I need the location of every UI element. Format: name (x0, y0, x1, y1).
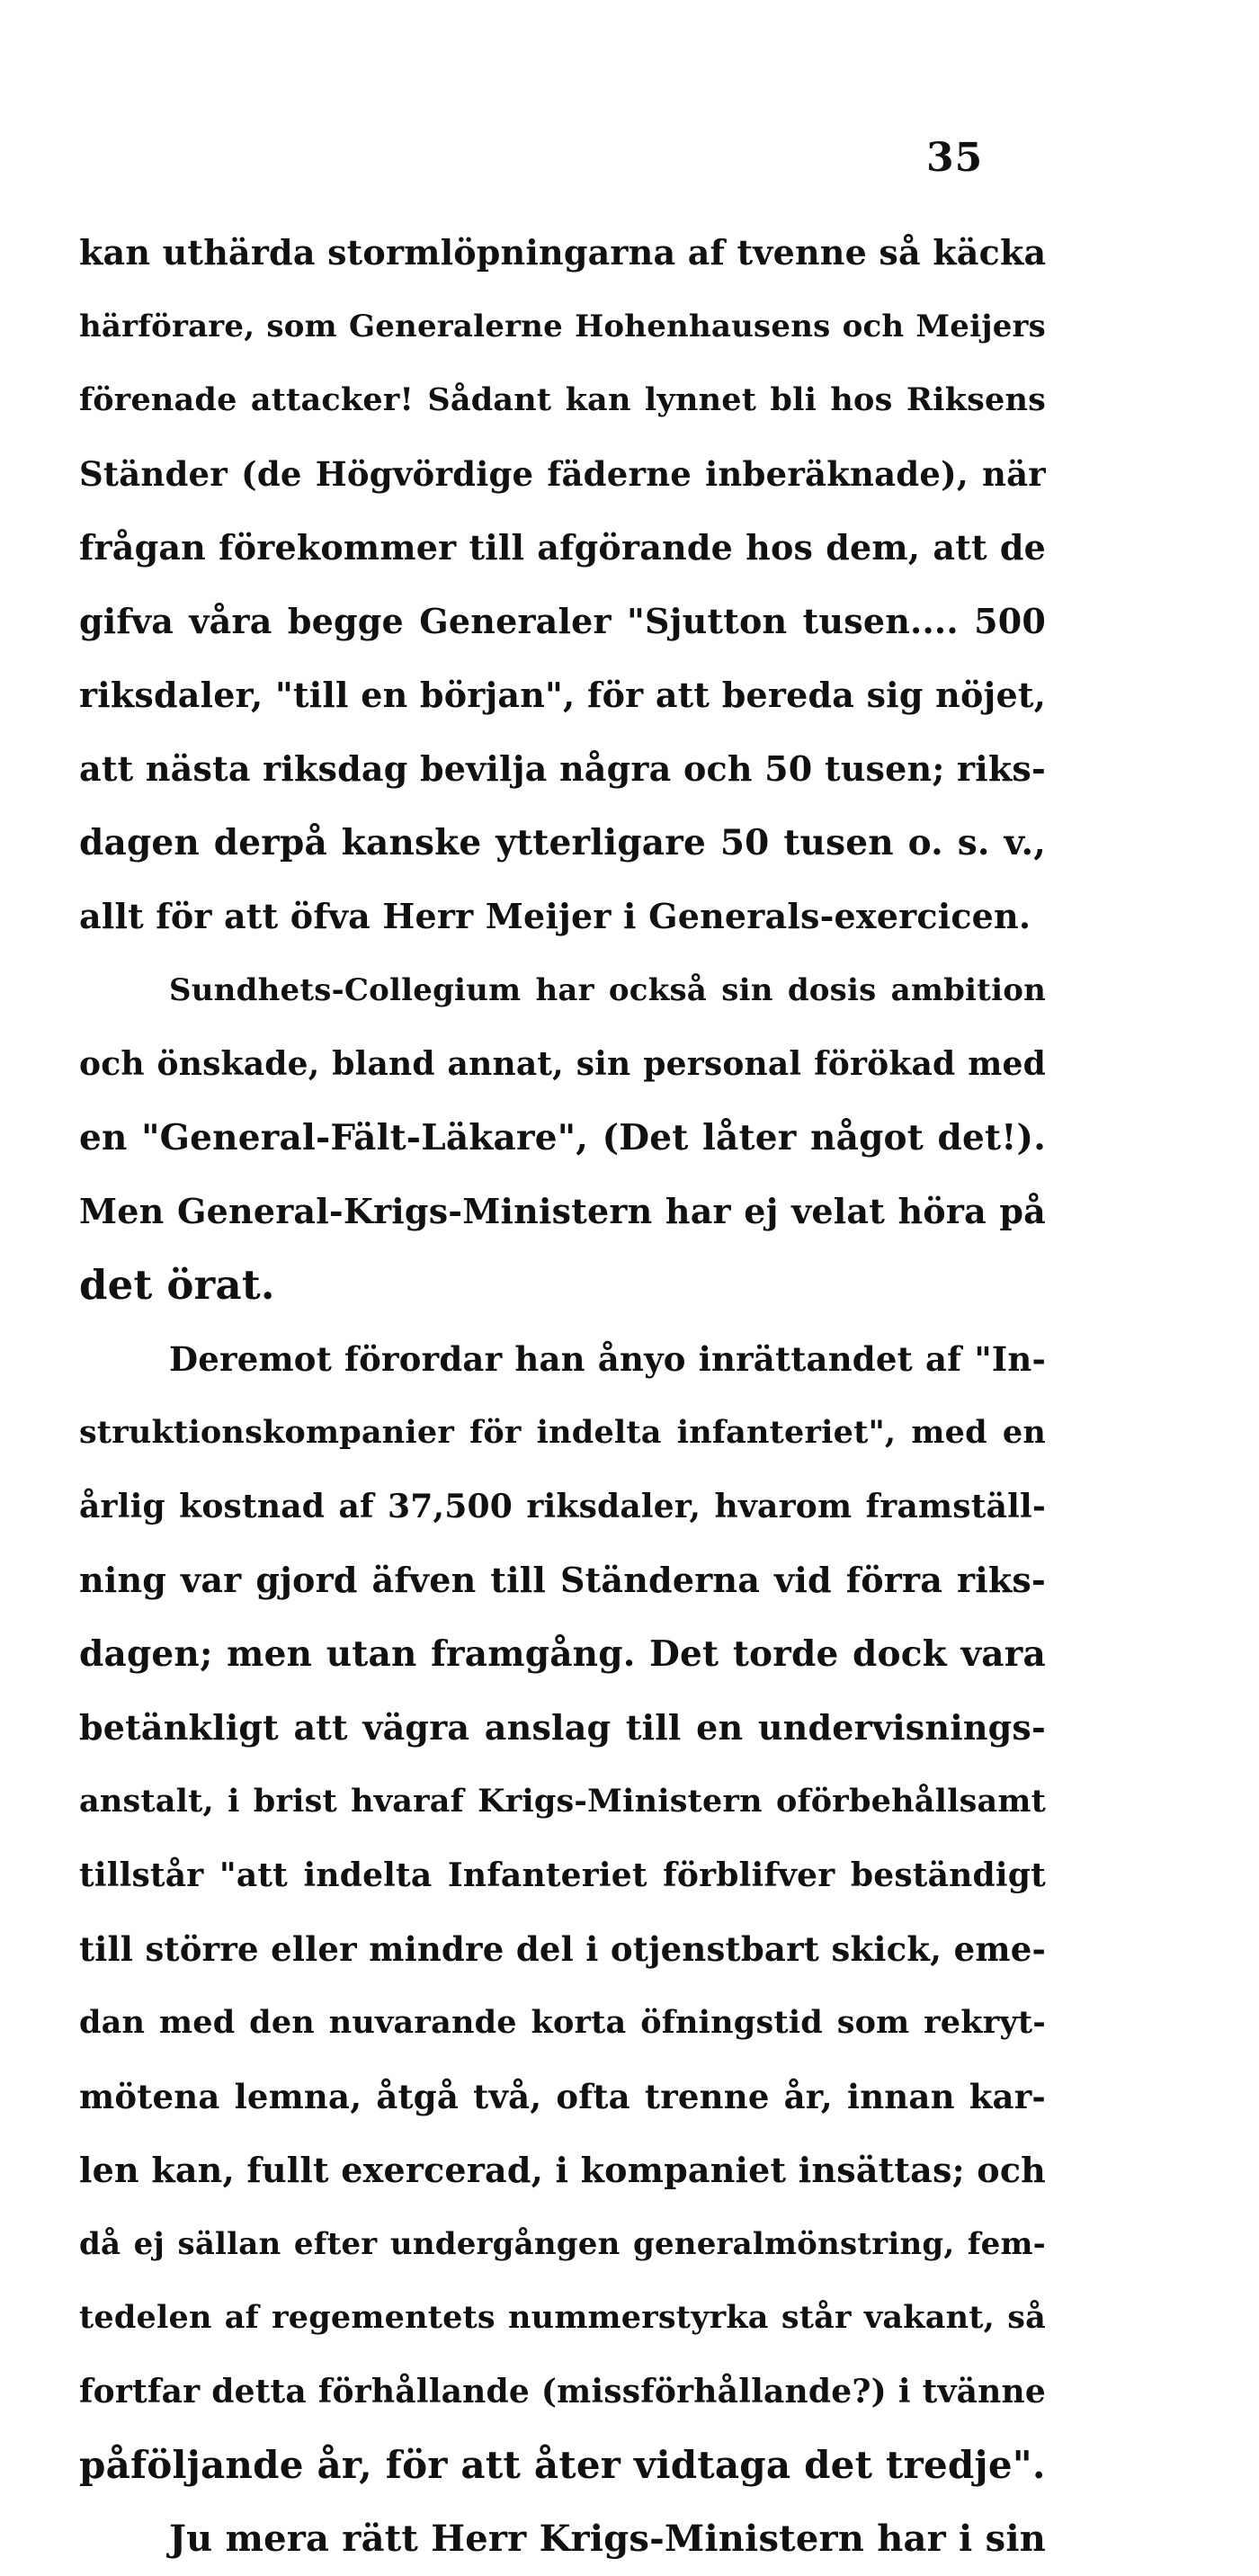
text-line: Ju mera rätt Herr Krigs-Ministern har i sin (169, 2518, 1046, 2560)
text-line: det örat. (79, 1261, 275, 1309)
text-line: påföljande år, för att åter vidtaga det tredje". (79, 2443, 1046, 2487)
text-line: ning var gjord äfven till Ständerna vid förra riks- (79, 1560, 1046, 1600)
text-line: betänkligt att vägra anslag till en undervisnings- (79, 1707, 1046, 1748)
text-line: kan uthärda stormlöpningarna af tvenne så käcka (79, 232, 1046, 273)
text-line: förenade attacker! Sådant kan lynnet bli hos Riksens (79, 381, 1046, 418)
text-line: och önskade, bland annat, sin personal förökad med (79, 1045, 1046, 1083)
text-line: att nästa riksdag bevilja några och 50 tusen; riks- (79, 748, 1046, 789)
text-line: tillstår "att indelta Infanteriet förblifver beständigt (79, 1856, 1046, 1894)
text-line: riksdaler, "till en början", för att bereda sig nöjet, (79, 675, 1046, 715)
text-line: mötena lemna, åtgå två, ofta trenne år, innan kar- (79, 2077, 1046, 2116)
text-line: anstalt, i brist hvaraf Krigs-Ministern oförbehållsamt (79, 1783, 1046, 1820)
text-line: tedelen af regementets nummerstyrka står vakant, så (79, 2299, 1046, 2336)
text-line: Sundhets-Collegium har också sin dosis ambition (169, 972, 1046, 1008)
text-line: dan med den nuvarande korta öfningstid som rekryt- (79, 2004, 1046, 2041)
text-line: gifva våra begge Generaler "Sjutton tusen.... 500 (79, 601, 1046, 641)
text-line: dagen; men utan framgång. Det torde dock vara (79, 1633, 1046, 1675)
text-line: Deremot förordar han ånyo inrättandet af "In- (169, 1339, 1046, 1379)
text-line: en "General-Fält-Läkare", (Det låter något det!). (79, 1117, 1046, 1158)
text-line: struktionskompanier för indelta infanteriet", med en (79, 1414, 1046, 1451)
text-line: len kan, fullt exercerad, i kompaniet insättas; och (79, 2150, 1046, 2190)
text-line: till större eller mindre del i otjenstbart skick, eme- (79, 1929, 1046, 1969)
text-line: årlig kostnad af 37,500 riksdaler, hvarom framställ- (79, 1488, 1046, 1525)
text-line: fortfar detta förhållande (missförhållande?) i tvänne (79, 2373, 1046, 2411)
text-line: allt för att öfva Herr Meijer i Generals-exercicen. (79, 896, 1031, 936)
text-line: härförare, som Generalerne Hohenhausens och Meijers (79, 309, 1046, 344)
body-text (79, 216, 1046, 2576)
text-line: dagen derpå kanske ytterligare 50 tusen o. s. v., (79, 822, 1046, 863)
page-number: 35 (926, 135, 984, 181)
text-line: Men General-Krigs-Ministern har ej velat höra på (79, 1191, 1046, 1231)
text-line: då ej sällan efter undergången generalmönstring, fem- (79, 2226, 1046, 2262)
text-line: Ständer (de Högvördige fäderne inberäknade), när (79, 454, 1046, 494)
text-line: frågan förekommer till afgörande hos dem, att de (79, 527, 1046, 568)
